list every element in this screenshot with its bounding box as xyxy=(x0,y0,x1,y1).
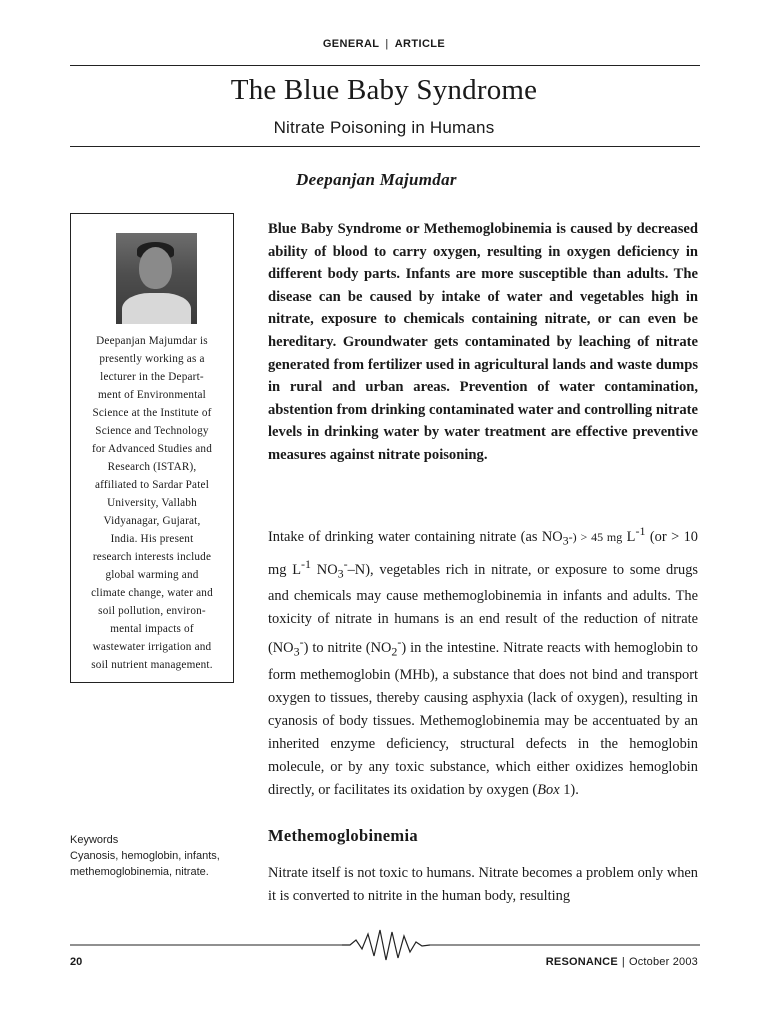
author-name: Deepanjan Majumdar xyxy=(296,170,457,189)
subscript: 2 xyxy=(391,645,398,660)
box-reference[interactable]: Box xyxy=(537,782,560,799)
keywords-label: Keywords xyxy=(70,834,119,846)
bio-line: presently working as a xyxy=(99,353,205,365)
article-title: The Blue Baby Syndrome xyxy=(230,74,538,106)
running-header xyxy=(0,38,768,50)
header-rule xyxy=(70,65,700,66)
superscript: -1 xyxy=(301,556,311,571)
superscript: - xyxy=(299,635,304,650)
header-type: ARTICLE xyxy=(394,38,446,50)
keywords-text: Cyanosis, hemoglobin, infants, methemoglobinemia, nitrate. xyxy=(70,850,220,878)
author-bio-box xyxy=(70,213,234,683)
superscript: - xyxy=(397,635,402,650)
bio-line: Science at the Institute of xyxy=(92,407,212,419)
body-text: L xyxy=(626,528,636,545)
body-text: ) to nitrite (NO xyxy=(303,640,392,657)
bio-line: soil pollution, environ- xyxy=(98,605,206,617)
body-text: 1). xyxy=(559,782,579,799)
page-number: 20 xyxy=(70,956,83,968)
keywords xyxy=(70,832,250,880)
body-text: NO xyxy=(311,561,338,578)
bio-line: Research (ISTAR), xyxy=(107,461,197,473)
subscript: 3 xyxy=(293,645,300,660)
body-text: -) > 45 mg xyxy=(568,529,623,544)
bio-line: wastewater irrigation and xyxy=(92,641,212,653)
bio-line: mental impacts of xyxy=(110,623,194,635)
superscript: -1 xyxy=(635,524,646,538)
subscript: 3 xyxy=(337,566,344,581)
bio-line: research interests include xyxy=(92,551,212,563)
section-heading: Methemoglobinemia xyxy=(268,826,418,845)
superscript: - xyxy=(343,556,348,571)
bio-line: soil nutrient management. xyxy=(91,659,213,671)
title-rule xyxy=(70,146,700,147)
body-text: (or > 10 mg L xyxy=(268,528,698,578)
header-section: GENERAL xyxy=(322,38,380,50)
bio-line: lecturer in the Depart- xyxy=(100,371,204,383)
article-subtitle: Nitrate Poisoning in Humans xyxy=(273,118,495,137)
bio-line: affiliated to Sardar Patel xyxy=(94,479,210,491)
header-separator: | xyxy=(385,38,389,50)
body-paragraph-2: Nitrate itself is not toxic to humans. Nitrate becomes a problem only when it is converted to nitrite in the human body, resulting xyxy=(268,865,698,904)
subscript: 3 xyxy=(562,533,569,548)
abstract: Blue Baby Syndrome or Methemoglobinemia is caused by decreased ability of blood to carry oxygen, resulting in oxygen deficiency in different body parts. Infants are more susceptible than adults. The disease can be caused by intake of water and vegetables high in nitrate, exposure to chemicals containing nitrate, or can even be hereditary. Groundwater gets contaminated by leaching of nitrate generated from fertilizer used in agricultural lands and waste dumps in rural and urban areas. Prevention of water contamination, abstention from drinking contaminated water and controlling nitrate levels in drinking water by water treatment are effective preventive measures against nitrate poisoning. xyxy=(268,221,698,463)
body-text: Intake of drinking water containing nitrate (as NO xyxy=(268,528,563,545)
bio-line: global warming and xyxy=(105,569,199,581)
footer-journal-info xyxy=(500,956,698,968)
bio-line: Vidyanagar, Gujarat, xyxy=(103,515,201,527)
bio-line: ment of Environmental xyxy=(98,389,206,401)
body-text: ) in the intestine. Nitrate reacts with hemoglobin to form methemoglobin (MHb), a substance that does not bind and transport oxygen to tissues, thereby causing asphyxia (lack of oxygen), resulting in cyanosis of body tissues. Methemoglobinemia may be accentuated by an inherited enzyme deficiency, structural defects in the hemoglobin molecule, or by any toxic substance, which either oxidizes hemoglobin directly, or facilitates its oxidation by oxygen ( xyxy=(268,640,698,799)
journal-name: RESONANCE xyxy=(545,956,618,968)
bio-line: for Advanced Studies and xyxy=(91,443,213,455)
bio-line: Deepanjan Majumdar is xyxy=(96,335,208,347)
body-text: –N), vegetables rich in nitrate, or exposure to some drugs and chemicals may cause methemoglobinemia in infants and adults. The toxicity of nitrate in humans is an end result of the reduction of nitrate (NO xyxy=(268,561,699,657)
bio-line: University, Vallabh xyxy=(107,497,197,509)
bio-line: climate change, water and xyxy=(91,587,213,599)
body-paragraph-1 xyxy=(268,520,698,802)
issue-date: October 2003 xyxy=(628,956,698,968)
author-bio-text xyxy=(75,332,229,674)
bio-line: Science and Technology xyxy=(95,425,209,437)
author-photo xyxy=(116,233,197,324)
bio-line: India. His present xyxy=(110,533,194,545)
footer-separator: | xyxy=(621,956,625,968)
